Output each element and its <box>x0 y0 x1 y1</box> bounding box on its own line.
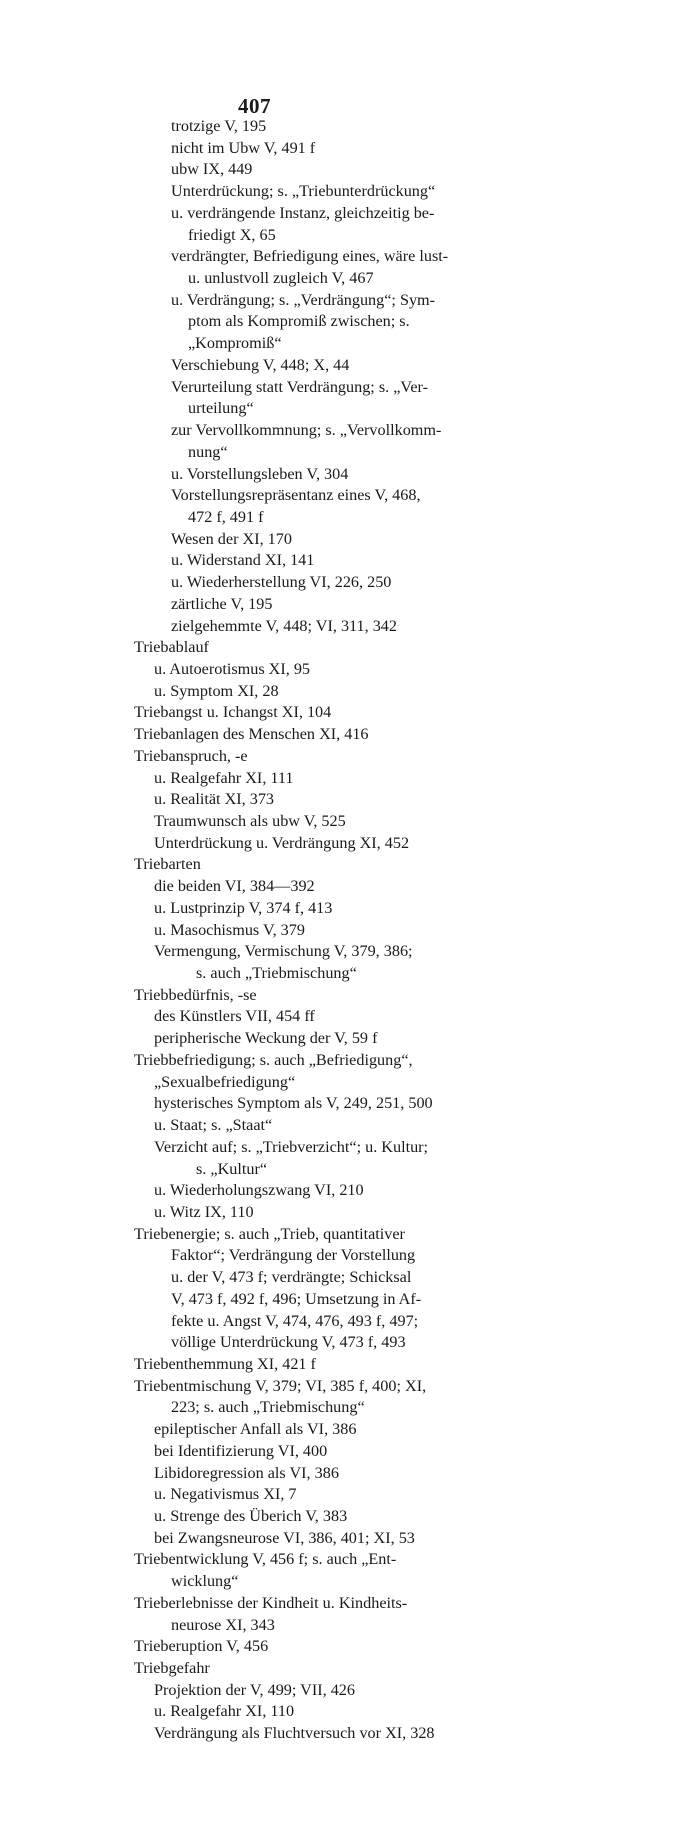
index-entry: Triebanspruch, -e <box>134 746 248 765</box>
index-entry: Triebenergie; s. auch „Trieb, quantitativer <box>134 1224 405 1243</box>
index-subentry: trotzige V, 195 <box>171 117 267 135</box>
index-subentry: u. Verdrängung; s. „Verdrängung“; Sym- <box>171 290 436 309</box>
index-subentry: die beiden VI, 384—392 <box>154 877 315 896</box>
index-subentry: Wesen der XI, 170 <box>171 529 292 548</box>
index-subentry: u. Masochismus V, 379 <box>154 920 305 939</box>
index-subentry: V, 473 f, 492 f, 496; Umsetzung in Af- <box>171 1289 422 1308</box>
index-subentry: u. der V, 473 f; verdrängte; Schicksal <box>171 1268 412 1287</box>
index-subentry: 223; s. auch „Triebmischung“ <box>171 1398 365 1417</box>
index-continuation: s. „Kultur“ <box>196 1159 268 1178</box>
index-continuation: nung“ <box>188 442 228 461</box>
index-entry: Triebenthemmung XI, 421 f <box>134 1354 316 1373</box>
index-subentry: epileptischer Anfall als VI, 386 <box>154 1420 357 1439</box>
index-subentry: u. Realgefahr XI, 111 <box>154 768 294 787</box>
index-subentry: u. Realgefahr XI, 110 <box>154 1702 295 1721</box>
index-subentry: Unterdrückung; s. „Triebunterdrückung“ <box>171 182 436 201</box>
index-subentry: zielgehemmte V, 448; VI, 311, 342 <box>171 616 397 635</box>
index-continuation: „Kompromiß“ <box>188 334 282 353</box>
page-number: 407 <box>238 94 271 118</box>
index-subentry: Verzicht auf; s. „Triebverzicht“; u. Kultur; <box>154 1137 429 1156</box>
index-subentry: Vermengung, Vermischung V, 379, 386; <box>154 942 413 961</box>
index-subentry: ubw IX, 449 <box>171 160 253 179</box>
index-subentry: neurose XI, 343 <box>171 1615 275 1634</box>
index-continuation: u. unlustvoll zugleich V, 467 <box>188 269 374 288</box>
index-subentry: des Künstlers VII, 454 ff <box>154 1007 315 1026</box>
index-subentry: Faktor“; Verdrängung der Vorstellung <box>171 1246 416 1265</box>
index-continuation: urteilung“ <box>188 399 254 418</box>
index-subentry: u. verdrängende Instanz, gleichzeitig be- <box>171 203 435 222</box>
index-subentry: zärtliche V, 195 <box>171 594 273 613</box>
index-subentry: „Sexualbefriedigung“ <box>154 1072 296 1091</box>
index-subentry: nicht im Ubw V, 491 f <box>171 138 316 157</box>
index-subentry: u. Vorstellungsleben V, 304 <box>171 464 349 483</box>
index-subentry: u. Widerstand XI, 141 <box>171 551 315 570</box>
index-subentry: peripherische Weckung der V, 59 f <box>154 1029 378 1048</box>
index-entry: Triebanlagen des Menschen XI, 416 <box>134 725 369 744</box>
index-subentry: u. Realität XI, 373 <box>154 790 275 809</box>
index-entry: Triebentmischung V, 379; VI, 385 f, 400; XI, <box>134 1376 427 1395</box>
index-subentry: u. Staat; s. „Staat“ <box>154 1116 273 1135</box>
index-subentry: bei Zwangsneurose VI, 386, 401; XI, 53 <box>154 1528 415 1547</box>
index-entry: Trieberuption V, 456 <box>134 1637 269 1656</box>
index-continuation: 472 f, 491 f <box>188 507 264 526</box>
index-entries <box>0 116 697 1745</box>
index-subentry: u. Witz IX, 110 <box>154 1202 254 1221</box>
index-subentry: Vorstellungsrepräsentanz eines V, 468, <box>171 486 421 505</box>
index-subentry: u. Negativismus XI, 7 <box>154 1485 297 1504</box>
index-subentry: hysterisches Symptom als V, 249, 251, 500 <box>154 1094 433 1113</box>
index-subentry: u. Strenge des Überich V, 383 <box>154 1507 348 1525</box>
index-entry: Triebablauf <box>134 638 209 657</box>
index-subentry: Verurteilung statt Verdrängung; s. „Ver- <box>171 377 428 396</box>
index-subentry: völlige Unterdrückung V, 473 f, 493 <box>171 1333 406 1352</box>
index-entry: Triebangst u. Ichangst XI, 104 <box>134 703 332 722</box>
index-entry: Triebbefriedigung; s. auch „Befriedigung“, <box>134 1050 413 1069</box>
index-subentry: u. Wiederholungszwang VI, 210 <box>154 1181 364 1200</box>
index-subentry: u. Wiederherstellung VI, 226, 250 <box>171 573 392 592</box>
index-continuation: friedigt X, 65 <box>188 225 276 244</box>
index-subentry: Verdrängung als Fluchtversuch vor XI, 328 <box>154 1724 435 1743</box>
index-subentry: fekte u. Angst V, 474, 476, 493 f, 497; <box>171 1311 419 1330</box>
index-subentry: Verschiebung V, 448; X, 44 <box>171 355 350 374</box>
index-subentry: u. Lustprinzip V, 374 f, 413 <box>154 898 333 917</box>
index-subentry: u. Autoerotismus XI, 95 <box>154 659 311 678</box>
index-subentry: Projektion der V, 499; VII, 426 <box>154 1680 355 1699</box>
index-subentry: Unterdrückung u. Verdrängung XI, 452 <box>154 833 410 852</box>
index-continuation: ptom als Kompromiß zwischen; s. <box>188 312 410 331</box>
index-entry: Trieberlebnisse der Kindheit u. Kindheits- <box>134 1593 408 1612</box>
index-subentry: Libidoregression als VI, 386 <box>154 1463 339 1482</box>
index-subentry: verdrängter, Befriedigung eines, wäre lust- <box>171 247 449 266</box>
index-continuation: s. auch „Triebmischung“ <box>196 964 357 983</box>
index-entry: Triebbedürfnis, -se <box>134 985 257 1004</box>
index-subentry: bei Identifizierung VI, 400 <box>154 1441 328 1460</box>
index-entry: Triebentwicklung V, 456 f; s. auch „Ent- <box>134 1550 397 1569</box>
index-subentry: wicklung“ <box>171 1572 239 1591</box>
index-subentry: zur Vervollkommnung; s. „Vervollkomm- <box>171 421 442 440</box>
index-subentry: Traumwunsch als ubw V, 525 <box>154 812 346 830</box>
index-subentry: u. Symptom XI, 28 <box>154 681 279 700</box>
index-entry: Triebarten <box>134 855 201 874</box>
index-entry: Triebgefahr <box>134 1659 210 1678</box>
